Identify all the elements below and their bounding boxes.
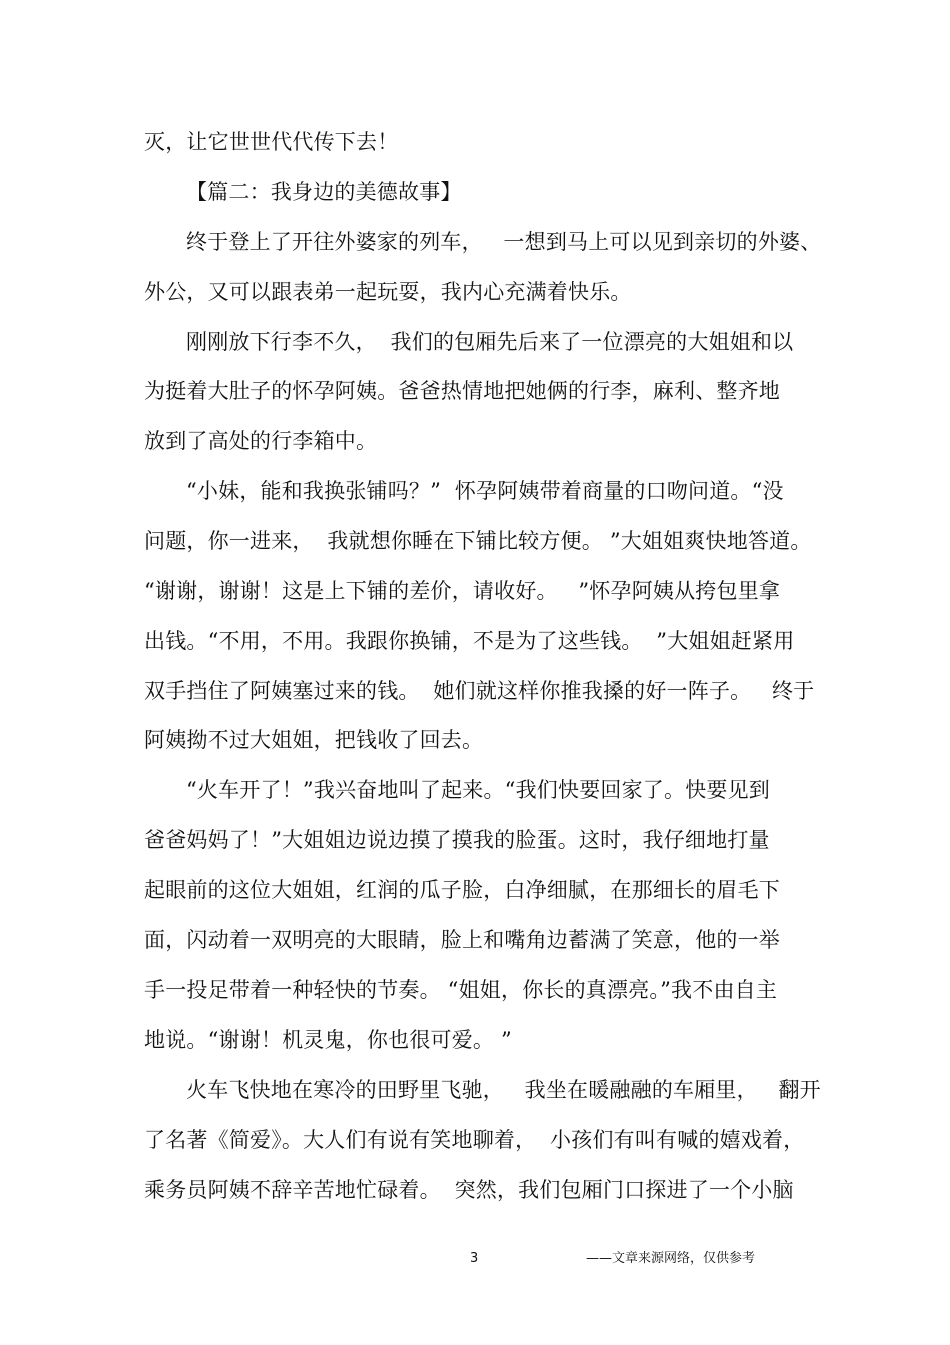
text-line: 爸爸妈妈了！”大姐姐边说边摸了摸我的脸蛋。这时，我仔细地打量 (144, 828, 770, 852)
text-line: 双手挡住了阿姨塞过来的钱。 她们就这样你推我搡的好一阵子。 终于 (144, 679, 815, 703)
text-line: 放到了高处的行李箱中。 (144, 429, 378, 453)
text-line: 为挺着大肚子的怀孕阿姨。爸爸热情地把她俩的行李，麻利、整齐地 (144, 379, 780, 403)
text-line: 火车飞快地在寒冷的田野里飞驰， 我坐在暖融融的车厢里， 翻开 (186, 1078, 821, 1102)
text-line: 了名著《简爱》。大人们有说有笑地聊着， 小孩们有叫有喊的嬉戏着， (144, 1128, 805, 1152)
text-line: 阿姨拗不过大姐姐，把钱收了回去。 (144, 728, 484, 752)
text-line: 终于登上了开往外婆家的列车， 一想到马上可以见到亲切的外婆、 (186, 230, 822, 254)
text-line: 刚刚放下行李不久， 我们的包厢先后来了一位漂亮的大姐姐和以 (186, 330, 794, 354)
text-line: 面，闪动着一双明亮的大眼睛，脸上和嘴角边蓄满了笑意，他的一举 (144, 928, 780, 952)
text-line: “火车开了！”我兴奋地叫了起来。“我们快要回家了。快要见到 (186, 778, 771, 802)
text-line: “谢谢，谢谢！这是上下铺的差价，请收好。 ”怀孕阿姨从挎包里拿 (144, 579, 781, 603)
text-line: “小妹，能和我换张铺吗？” 怀孕阿姨带着商量的口吻问道。“没 (186, 479, 784, 503)
text-line: 灭，让它世世代代传下去！ (144, 130, 399, 154)
text-line: 出钱。“不用，不用。我跟你换铺，不是为了这些钱。 ”大姐姐赶紧用 (144, 629, 795, 653)
page-number: 3 (470, 1251, 479, 1266)
text-line: 外公，又可以跟表弟一起玩耍，我内心充满着快乐。 (144, 280, 632, 304)
text-line: 地说。“谢谢！机灵鬼，你也很可爱。 ” (144, 1028, 512, 1052)
text-line: 起眼前的这位大姐姐，红润的瓜子脸，白净细腻，在那细长的眉毛下 (144, 878, 780, 902)
footer-note: ——文章来源网络，仅供参考 (586, 1251, 756, 1266)
text-line: 乘务员阿姨不辞辛苦地忙碌着。 突然，我们包厢门口探进了一个小脑 (144, 1178, 794, 1202)
section-heading: 【篇二：我身边的美德故事】 (186, 180, 462, 204)
text-line: 问题，你一进来， 我就想你睡在下铺比较方便。 ”大姐姐爽快地答道。 (144, 529, 812, 553)
text-line: 手一投足带着一种轻快的节奏。 “姐姐，你长的真漂亮。”我不由自主 (144, 978, 778, 1002)
